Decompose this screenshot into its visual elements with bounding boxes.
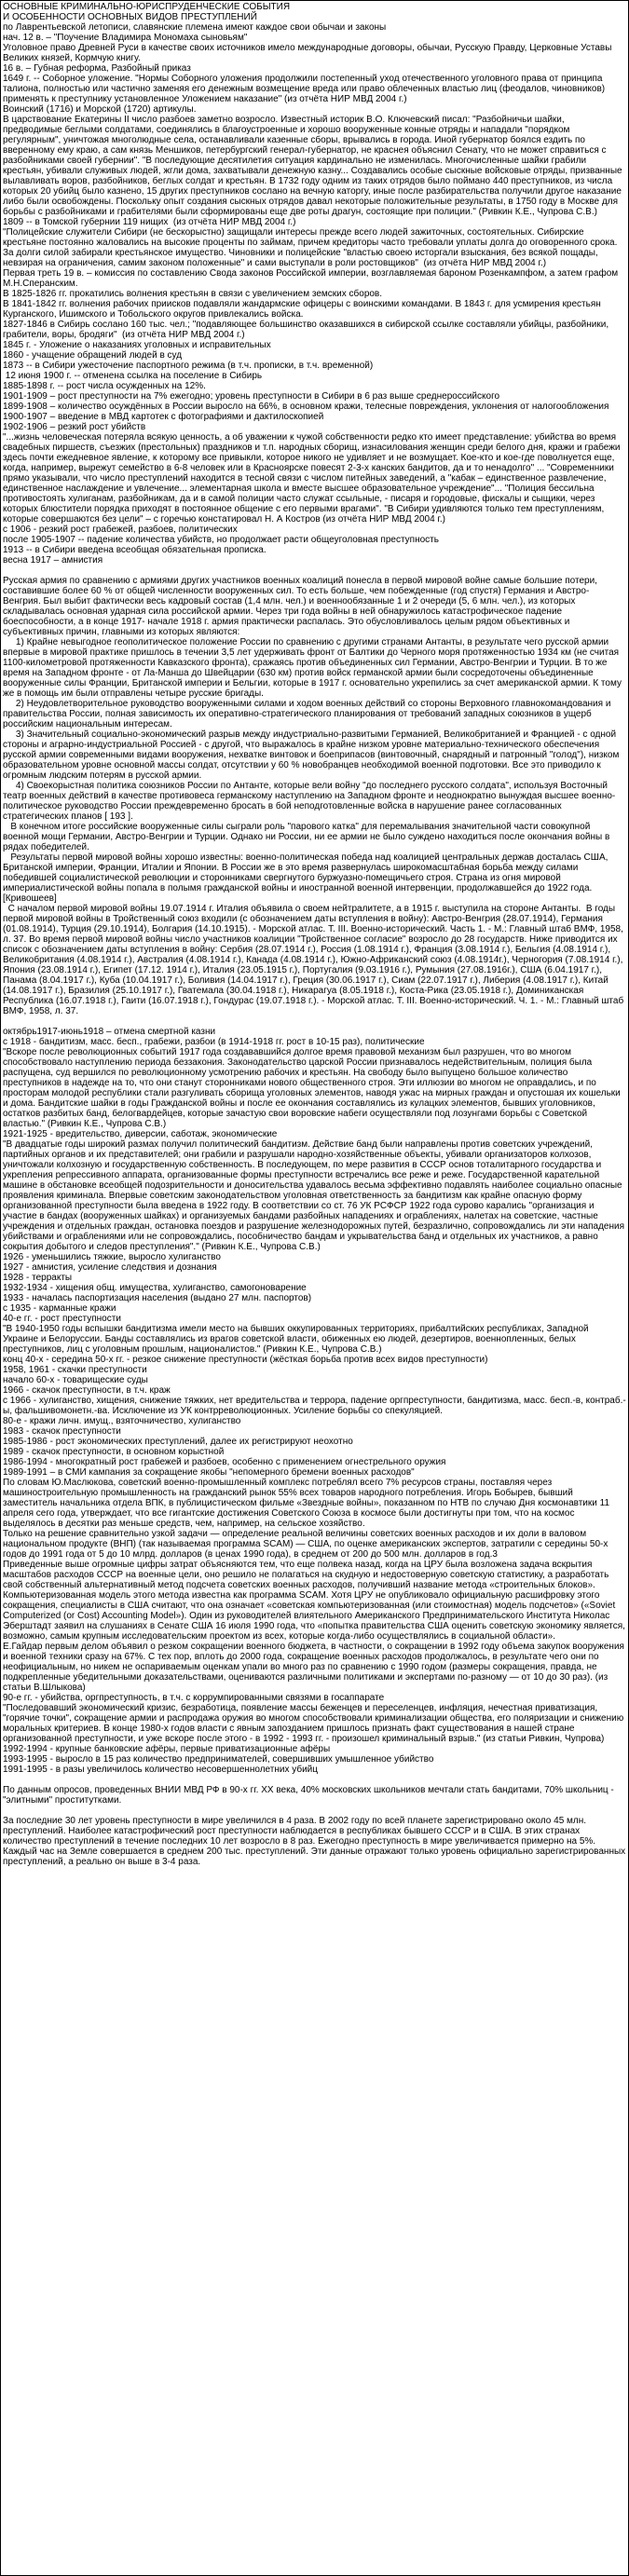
paragraph: 3) Значительный социально-экономический разрыв между индустриально-развитыми Германией, Великобританией и Францией - с одной стороны и аграрно-индустриальной Россией - с другой, что выражалось в крайне низком уровне материально-технического обеспечения русской армии современными видами вооружения, нехватке винтовок и боеприпасов (винтовочный, снарядный и патронный "голод"), низком образовательном уровне основной массы солдат, отсутствии у 60 % новобранцев необходимой военной подготовки. Все это приводило к огромным людским потерям в русской армии.	[3, 729, 622, 781]
blank-line	[3, 566, 626, 576]
paragraph: 1901-1909 – рост преступности на 7% ежегодно; уровень преступности в Сибири в 6 раз выше среднероссийского	[3, 391, 500, 402]
paragraph: 1958, 1961 - скачки преступности	[3, 1365, 147, 1375]
paragraph: 1926 - уменьшились тяжкие, выросло хулиганство	[3, 1252, 221, 1262]
paragraph: 1989-1991 – в СМИ кампания за сокращение якобы "непомерного бремени военных расходов"	[3, 1467, 415, 1478]
paragraph: весна 1917 – амнистия	[3, 555, 103, 566]
paragraph: 1983 - скачок преступности	[3, 1426, 121, 1437]
paragraph: 1986-1994 - многократный рост грабежей и разбоев, особенно с применением огнестрельного оружия	[3, 1457, 446, 1467]
paragraph: 1927 - амнистия, усиление следствия и дознания	[3, 1262, 217, 1273]
paragraph: Уголовное право Древней Руси в качестве своих источников имело международные договоры, обычаи, Русскую Правду, Церковные Уставы Великих князей, Кормчую книгу.	[3, 43, 615, 63]
paragraph: Е.Гайдар первым делом объявил о резком сокращении военного бюджета, в частности, о сокращении в 1992 году объема закупок вооружения и военной техники сразу на 67%. С тех пор, вплоть до 2000 года, сокращение военных расходов продолжалось, в результате чего они по неофициальным, но никем не оспариваемым оценкам упали во много раз по сравнению с 1990 годом (размеры сокращения, правда, не подкрепленные убедительными доказательствами, оцениваются различными политиками и экспертами по-разному — от 10 до 30 раз). (из статьи В.Шлыкова)	[3, 1642, 627, 1693]
paragraph: 12 июня 1900 г. -- отменена ссылка на поселение в Сибирь	[3, 371, 263, 381]
paragraph: По данным опросов, проведенных ВНИИ МВД РФ в 90-х гг. XX века, 40% московских школьников мечтали стать бандитами, 70% школьниц - "элитными" проститутками.	[3, 1785, 617, 1806]
paragraph: Результаты первой мировой войны хорошо известны: военно-политическая победа над коалицией центральных держав досталась США, Британской империи, Франции, Италии и Японии. В России же в это время развернулась широкомасштабная борьба между силами победившей социалистической революции и сторонниками свергнутого буржуазно-помещичьего строя. Страна из огня мировой империалистической войны попала в полымя гражданской войны и иностранной военной интервенции, продолжавшейся до 1922 года. [Кривошеев]	[3, 852, 611, 904]
blank-line	[3, 1016, 626, 1027]
paragraph: 1921-1925 - вредительство, диверсии, саботаж, экономические	[3, 1129, 278, 1139]
paragraph: 1809 -- в Томской губернии 119 нищих (из отчёта НИР МВД 2004 г.)	[3, 217, 296, 227]
paragraph: с 1918 - бандитизм, масс. бесп., грабежи, разбои (в 1914-1918 гг. рост в 10-15 раз), политические	[3, 1037, 425, 1047]
paragraph: 1932-1934 - хищения общ. имущества, хулиганство, самогоноварение	[3, 1283, 307, 1293]
paragraph: с 1935 - карманные кражи	[3, 1303, 116, 1314]
document-body	[3, 22, 626, 1867]
paragraph: 1873 -- в Сибири ужесточение паспортного режима (в т.ч. прописки, в т.ч. временной)	[3, 361, 374, 371]
paragraph: конц 40-х - середина 50-х гг. - резкое снижение преступности (жёсткая борьба против всех видов преступности)	[3, 1355, 488, 1365]
paragraph: За последние 30 лет уровень преступности в мире увеличился в 4 раза. В 2002 году по всей планете зарегистрировано около 45 млн. преступлений. Наиболее катастрофический рост преступности наблюдается в республиках бывшего СССР и в США. В этих странах количество преступлений в течение последних 10 лет возросло в 8 раз. Ежегодно преступность в мире увеличивается примерно на 5%. Каждый час на Земле совершается в среднем 200 тыс. преступлений. Эти данные отражают только уровень официально зарегистрированных преступлений, а реально он выше в 3-4 раза.	[3, 1816, 628, 1867]
paragraph: нач. 12 в. – "Поучение Владимира Мономаха сыновьям"	[3, 33, 248, 43]
blank-line	[3, 1806, 626, 1816]
paragraph: "В 1940-1950 годы вспышки бандитизма имели место на бывших оккупированных территориях, прибалтийских республиках, Западной Украине и Белоруссии. Банды составлялись из врагов советской власти, обиженных ею людей, дезертиров, военнопленных, белых преступников, лиц с уголовным прошлым, националистов." (Ривкин К.Е., Чупрова С.В.)	[3, 1324, 592, 1355]
paragraph: Первая треть 19 в. – комиссия по составлению Свода законов Российской империи, возглавляемая бароном Розенкампфом, а затем графом М.Н.Сперанским.	[3, 268, 621, 289]
paragraph: 90-е гг. - убийства, оргпреступность, в т.ч. с коррумпированными связями в госаппарате	[3, 1693, 385, 1703]
paragraph: 16 в. – Губная реформа, Разбойный приказ	[3, 63, 191, 74]
paragraph: Воинский (1716) и Морской (1720) артикулы.	[3, 104, 197, 115]
paragraph: с 1966 - хулиганство, хищения, снижение тяжких, нет вредительства и террора, падение оргпреступности, бандитизма, масс. бесп.-в, контраб.-ы, фальшивомонетн.-ва. Исключение из УК контрреволюционных. Усиление борьбы со спекуляцией.	[3, 1396, 626, 1416]
paragraph: С началом первой мировой войны 19.07.1914 г. Италия объявила о своем нейтралитете, а в 1915 г. выступила на стороне Антанты. В годы первой мировой войны в Тройственный союз входили (с обозначением даты вступления в войну): Австро-Венгрия (28.07.1914), Германия (01.08.1914), Турция (29.10.1914), Болгария (14.10.1915). - Морской атлас. Т. III. Военно-исторический. Часть 1. - М.: Главный штаб ВМФ, 1958, л. 37. Во время первой мировой войны число участников коалиции "Тройственное согласие" возросло до 28 государств. Ниже приводится их список с обозначением даты вступления в войну: Сербия (28.07.1914 г.), Россия (1.08.1914 г.), Франция (3.08.1914 г.), Бельгия (4.08.1914 г.), Великобритания (4.08.1914 г.), Австралия (4.08.1914 г.), Канада (4.08.1914 г.), Южно-Африканский союз (4.08.1914г.), Черногория (7.08.1914 г.), Япония (23.08.1914 г.), Египет (17.12. 1914 г.), Италия (23.05.1915 г.), Португалия (9.03.1916 г.), Румыния (27.08.1916г.), США (6.04.1917 г.), Панама (8.04.1917 г.), Куба (10.04.1917 г.), Боливия (14.04.1917 г.), Греция (30.06.1917 г.), Сиам (22.07.1917 г.), Либерия (4.08.1917 г.), Китай (14.08.1917 г.), Бразилия (25.10.1917 г.), Гватемала (30.04.1918 г.), Никарагуа (8.05.1918 г.), Коста-Рика (23.05.1918 г.), Доминиканская Республика (16.07.1918 г.), Гаити (16.07.1918 г.), Гондурас (19.07.1918 г.). - Морской атлас. Т. III. Военно-исторический. Ч. 1. - М.: Главный штаб ВМФ, 1958, л. 37.	[3, 904, 626, 1016]
paragraph: 1993-1995 - выросло в 15 раз количество предпринимателей, совершивших умышленное убийство	[3, 1754, 434, 1765]
paragraph: 1933 - началась паспортизация населения (выдано 27 млн. паспортов)	[3, 1293, 312, 1303]
paragraph: 1989 - скачок преступности, в основном корыстной	[3, 1447, 225, 1457]
paragraph: 1985-1986 - рост экономических преступлений, далее их регистрируют неохотно	[3, 1437, 353, 1447]
paragraph: В конечном итоге российские вооруженные силы сыграли роль "парового катка" для перемалывания значительной части совокупной военной мощи Германии, Австро-Венгрии и Турции. Однако ни России, ни ее армии не было суждено находиться после окончания войны в рядах победителей.	[3, 822, 613, 852]
paragraph: 1902-1906 – резкий рост убийств	[3, 422, 146, 432]
paragraph: "В двадцатые годы широкий размах получил политический бандитизм. Действие банд были направлены против советских учреждений, партийных органов и их представителей; они грабили и разрушали народно-хозяйственные объекты, убивали организаторов колхозов, уничтожали колхозную и государственную собственность. В последующем, по мере развития в СССР основ тоталитарного государства и укрепления репрессивного аппарата, организованные формы преступности встречались все реже и реже. Государственной карательной машине в обстановке всеобщей подозрительности и доносительства удавалось весьма эффективно подавлять наиболее социально опасные проявления криминала. Впервые советским законодательством уголовная ответственность за бандитизм как крайне опасную форму организованной преступности была введена в 1922 году. В соответствии со ст. 76 УК РСФСР 1922 года сурово карались "организация и участие в бандах (вооруженных шайках) и организуемых бандами разбойных нападениях и ограблениях, налетах на советские, частные учреждения и отдельных граждан, остановка поездов и разрушение железнодорожных путей, безразлично, сопровождались ли эти нападения убийствами и ограблениями или не сопровождались, пособничество бандам и укрывательства банд и отдельных их участников, а равно сокрытия добытого и следов преступления"." (Ривкин К.Е., Чупрова С.В.)	[3, 1139, 627, 1252]
paragraph: Русская армия по сравнению с армиями других участников военных коалиций понесла в первой мировой войне самые большие потери, составившие более 60 % от общей численности вооруженных сил. То есть больше, чем побежденные (год спустя) Германия и Австро-Венгрия. Был выбит фактически весь кадровый состав (1,4 млн. чел.) и военнообязанные 1 и 2 очереди (5, 6 млн. чел.), из которых складывалась основная ударная сила российской армии. Через три года войны в ней обнаружилось катастрофическое падение боеспособности, а в конце 1917- начале 1918 г. армия практически распалась. Это обусловливалось целым рядом объективных и субъективных причин, главными из которых являются:	[3, 576, 600, 637]
paragraph: 1992-1994 - крупные банковские афёры, первые приватизационные афёры	[3, 1744, 331, 1754]
paragraph: 1900-1907 – введение в МВД картотек с фотографиями и дактилоскопией	[3, 412, 324, 422]
paragraph: "Последовавший экономический кризис, безработица, появление массы беженцев и переселенцев, инфляция, нечестная приватизация, "горячие точки", сокращение армии и распродажа оружия во многом способствовали криминализации общества, его поляризации и снижению моральных критериев. В конце 1980-х годов власти с явным запозданием пришлось признать факт существования в нашей стране организованной преступности, и уже вскоре после этого - в 1992 - 1993 гг. - произошел криминальный взрыв." (из статьи Ривкин, Чупрова)	[3, 1703, 627, 1744]
paragraph: 4) Своекорыстная политика союзников России по Антанте, которые вели войну "до последнего русского солдата", используя Восточный театр военных действий в качестве противовеса германскому наступлению на Западном фронте и неоднократно вынуждая высшее военно-политическое руководство России преждевременно бросать в бой неподготовленные войска в нарушение ранее согласованных стратегических планов [ 193 ].	[3, 781, 616, 822]
blank-line	[3, 1775, 626, 1785]
paragraph: В 1825-1826 гг. прокатились волнения крестьян в связи с увеличением земских сборов.	[3, 289, 383, 299]
paragraph: 1860 - учащение обращений людей в суд	[3, 350, 183, 361]
paragraph: 1913 -- в Сибири введена всеобщая обязательная прописка.	[3, 545, 267, 555]
paragraph: 1966 - скачок преступности, в т.ч. краж	[3, 1385, 171, 1396]
paragraph: 1845 г. - Уложение о наказаниях уголовных и исправительных	[3, 340, 271, 350]
document-title-line-1: ОСНОВНЫЕ КРИМИНАЛЬНО-ЮРИСПРУДЕНЧЕСКИЕ СОБЫТИЯ	[3, 2, 291, 12]
paragraph: 1928 - терракты	[3, 1273, 73, 1283]
paragraph: октябрь1917-июнь1918 – отмена смертной казни	[3, 1027, 216, 1037]
paragraph: после 1905-1907 -- падение количества убийств, но продолжает расти общеуголовная преступность	[3, 535, 439, 545]
paragraph: начало 60-х - товарищеские суды	[3, 1375, 148, 1385]
paragraph: Только на решение сравнительно узкой задачи — определение реальной величины советских военных расходов и их доли в валовом национальном продукте (ВНП) (так называемая программа SCAM) — США, по оценке американских экспертов, затратили с середины 50-х годов до 1991 года от 5 до 10 млрд. долларов (в ценах 1990 года), в среднем от 200 до 500 млн. долларов в год.3	[3, 1529, 611, 1560]
paragraph: В царствование Екатерины II число разбоев заметно возросло. Известный историк В.О. Ключевский писал: "Разбойничьи шайки, предводимые беглыми солдатами, соединялись в благоустроенные и хорошо вооруженные конные отряды и нападали "порядком регулярным", уничтожая многолюдные села, останавливали казенные сборы, врывались в города. Иной губернатор боялся ездить по вверенному ему краю, а сам князь Меншиков, петербургский генерал-губернатор, не краснея объяснил Сенату, что не может справиться с разбойниками своей губернии". "В последующие десятилетия ситуация кардинально не изменилась. Многочисленные шайки грабили крестьян, убивали служивых людей, жгли дома, захватывали денежную казну... Создавались особые сыскные войсковые отряды, призванные вылавливать воров, разбойников, беглых солдат и крестьян. В 1732 году одним из таких отрядов было поймано 440 преступников, из числа которых 20 убийц было казнено, 15 других преступников сослано на вечную каторгу, иные после разбирательства получили другое наказание либо были освобождены. Поскольку опыт создания сыскных отрядов давал некоторые положительные результаты, в 1750 году в Москве для борьбы с разбойниками и грабителями были сформированы еще две роты драгун, состоящие при полиции." (Ривкин К.Е., Чупрова С.В.)	[3, 115, 625, 217]
paragraph: по Лаврентьевской летописи, славянские племена имеют каждое свои обычаи и законы	[3, 22, 387, 33]
paragraph: 80-е - кражи личн. имущ., взяточничество, хулиганство	[3, 1416, 241, 1426]
document-title-line-2: И ОСОБЕННОСТИ ОСНОВНЫХ ВИДОВ ПРЕСТУПЛЕНИЙ	[3, 12, 257, 22]
paragraph: 1899-1908 – количество осуждённых в России выросло на 66%, в основном кражи, телесные повреждения, уклонения от налогообложения	[3, 402, 609, 412]
paragraph: "Полицейские служители Сибири (не бескорыстно) защищали интересы прежде всего людей зажиточных, состоятельных. Сибирские крестьяне постоянно жаловались на высокие проценты по займам, причем кредиторы часто требовали уплаты долга до оговоренного срока. За долги силой забирали крестьянское имущество. Чиновники и полицейские "властью своею исторгали взыскания, без всякой пощады, невзирая на ограничения, самим законом положенные" и сами выступали в роли ростовщиков" (из отчёта НИР МВД 2004 г.)	[3, 227, 621, 268]
paragraph: 2) Неудовлетворительное руководство вооруженными силами и ходом военных действий со стороны Верховного главнокомандования и правительства России, полная зависимость их оперативно-стратегического планирования от требований западных союзников в ущерб российским национальным интересам.	[3, 699, 614, 729]
paragraph: 1) Крайне невыгодное геополитическое положение России по сравнению с другими странами Антанты, в результате чего русской армии впервые в мировой практике пришлось в течении 3,5 лет удерживать фронт от Балтики до Черного моря протяженностью 1934 км (не считая 1100-километровой протяженности Кавказского фронта), сражаясь против объединенных сил Германии, Австро-Венгрии и Турции. В то же время на Западном фронте - от Ла-Манша до Швейцарии (630 км) против войск германской армии были сосредоточены объединенные вооруженные силы Франции, Британской империи и Бельгии, которые в 1917 г. основательно укрепились за счет американской армии. К тому же в помощь им были отправлены четыре русские бригады.	[3, 637, 624, 699]
paragraph: 1827-1846 в Сибирь сослано 160 тыс. чел.; "подавляющее большинство оказавшихся в сибирской ссылке составляли убийцы, разбойники, грабители, воры, бродяги" (из отчёта НИР МВД 2004 г.)	[3, 320, 611, 340]
paragraph: 1649 г. -- Соборное уложение. "Нормы Соборного уложения продолжили постепенный уход отечественного уголовного права от принципа талиона, полностью или частично заменяя его денежным возмещение вреда или право облеченных властью лиц (феодалов, чиновников) применять к преступнику установленное Уложением наказание" (из отчёта НИР МВД 2004 г.)	[3, 74, 608, 104]
paragraph: Приведенные выше огромные цифры затрат объясняются тем, что еще полвека назад, когда на ЦРУ была возложена задача вскрытия масштабов расходов СССР на военные цели, оно решило не полагаться на скудную и недостоверную советскую статистику, а разработать свой собственный альтернативный метод подсчета советских военных расходов, получивший название метода «строительных блоков». Компьютеризованная модель этого метода известна как программа SCAM. Хотя ЦРУ не опубликовало официальную расшифровку этого сокращения, специалисты в США считают, что она означает «советская компьютеризованная (или стоимостная) модель подсчетов» («Soviet Computerized (or Cost) Accounting Model»). Один из руководителей влиятельного Американского Предпринимательского Института Николас Эберштадт заявил на слушаниях в Сенате США 16 июля 1990 года, что «попытка правительства США оценить советскую экономику является, возможно, самым крупным исследовательским проектом из всех, которые когда-либо осуществлялись в социальной области».	[3, 1560, 628, 1642]
paragraph: 1991-1995 - в разы увеличилось количество несовершеннолетних убийц	[3, 1765, 318, 1775]
paragraph: с 1906 - резкий рост грабежей, разбоев, политических	[3, 525, 238, 535]
paragraph: По словам Ю.Маслюкова, советский военно-промышленный комплекс потреблял всего 7% ресурсов страны, поставляя через машиностроительную промышленность на гражданский рынок 55% всех товаров народного потребления. Игорь Бобырев, бывший заместитель начальника отдела ВПК, в публицистическом фильме «Звездные войны», показанном по НТВ по случаю Дня космонавтики 11 апреля сего года, утверждает, что все гигантские достижения Советского Союза в космосе были достигнуты при том, что на космос выделялось в десятки раз меньше средств, чем, например, на сельское хозяйство.	[3, 1478, 612, 1529]
paragraph: 40-е гг. - рост преступности	[3, 1314, 121, 1324]
paragraph: "Вскоре после революционных событий 1917 года создававшийся долгое время правовой механизм был разрушен, что во многом способствовало наступлению периода беззакония. Законодательство царской России признавалось недействительным, полиция была распущена, суд вершился по революционному усмотрению рабочих и крестьян. На свободу было выпущено большое количество преступников в надежде на то, что они станут сторонниками нового общественного строя. Эти иллюзии во многом не оправдались, и по просторам молодой республики стали разгуливать сборища уголовных элементов, наводя ужас на мирных граждан и опустошая их кошельки и дома. Бандитские шайки в годы Гражданской войны и после ее окончания составлялись из кулацких элементов, бывших уголовников, остатков разбитых банд, белогвардейцев, которые зачастую свои воровские набеги осуществляли под лозунгами борьбы с Советской властью." (Ривкин К.Е., Чупрова С.В.)	[3, 1047, 623, 1129]
paragraph: В 1841-1842 гг. волнения рабочих приисков подавляли жандармские офицеры с воинскими командами. В 1843 г. для усмирения крестьян Курганского, Ишимского и Тобольского округов привлекались войска.	[3, 299, 604, 320]
paragraph: 1885-1898 г. -- рост числа осужденных на 12%.	[3, 381, 206, 391]
paragraph: "...жизнь человеческая потеряла всякую ценность, а об уважении к чужой собственности редко кто имеет представление: убийства во время свадебных пиршеств, съезжих (престольных) праздников и т.п. народных сборищ, изнасилования женщин среди белого дня, кражи и грабежи здесь почти ежедневное явление, к которому все привыкли, которое никого не удивляет и не возмущает. Кое-кто и кое-где поволнуется еще, когда, например, вырежут семейство в 6-8 человек или в Красноярске повесят 2-3-х канских бандитов, да и то ненадолго" ... "Современники прямо указывали, что число преступлений находится в тесной связи с числом питейных заведений, а "кабак – единственное развлечение, единственное наслаждение и увлечение... элементарная школа и вместе высшее образовательное учреждение"... "Полиция бессильна противостоять хулиганам, разбойникам, да и в самой полиции часто служат ссыльные, - писаря и городовые, фискалы и сыщики, через которых блюстители порядка приходят в постоянное общение с его первыми врагами". "В Сибири удивляются только тем преступлениям, которые совершаются без цели" – с горечью констатировал Н. А Костров (из отчёта НИР МВД 2004 г.)	[3, 432, 623, 525]
